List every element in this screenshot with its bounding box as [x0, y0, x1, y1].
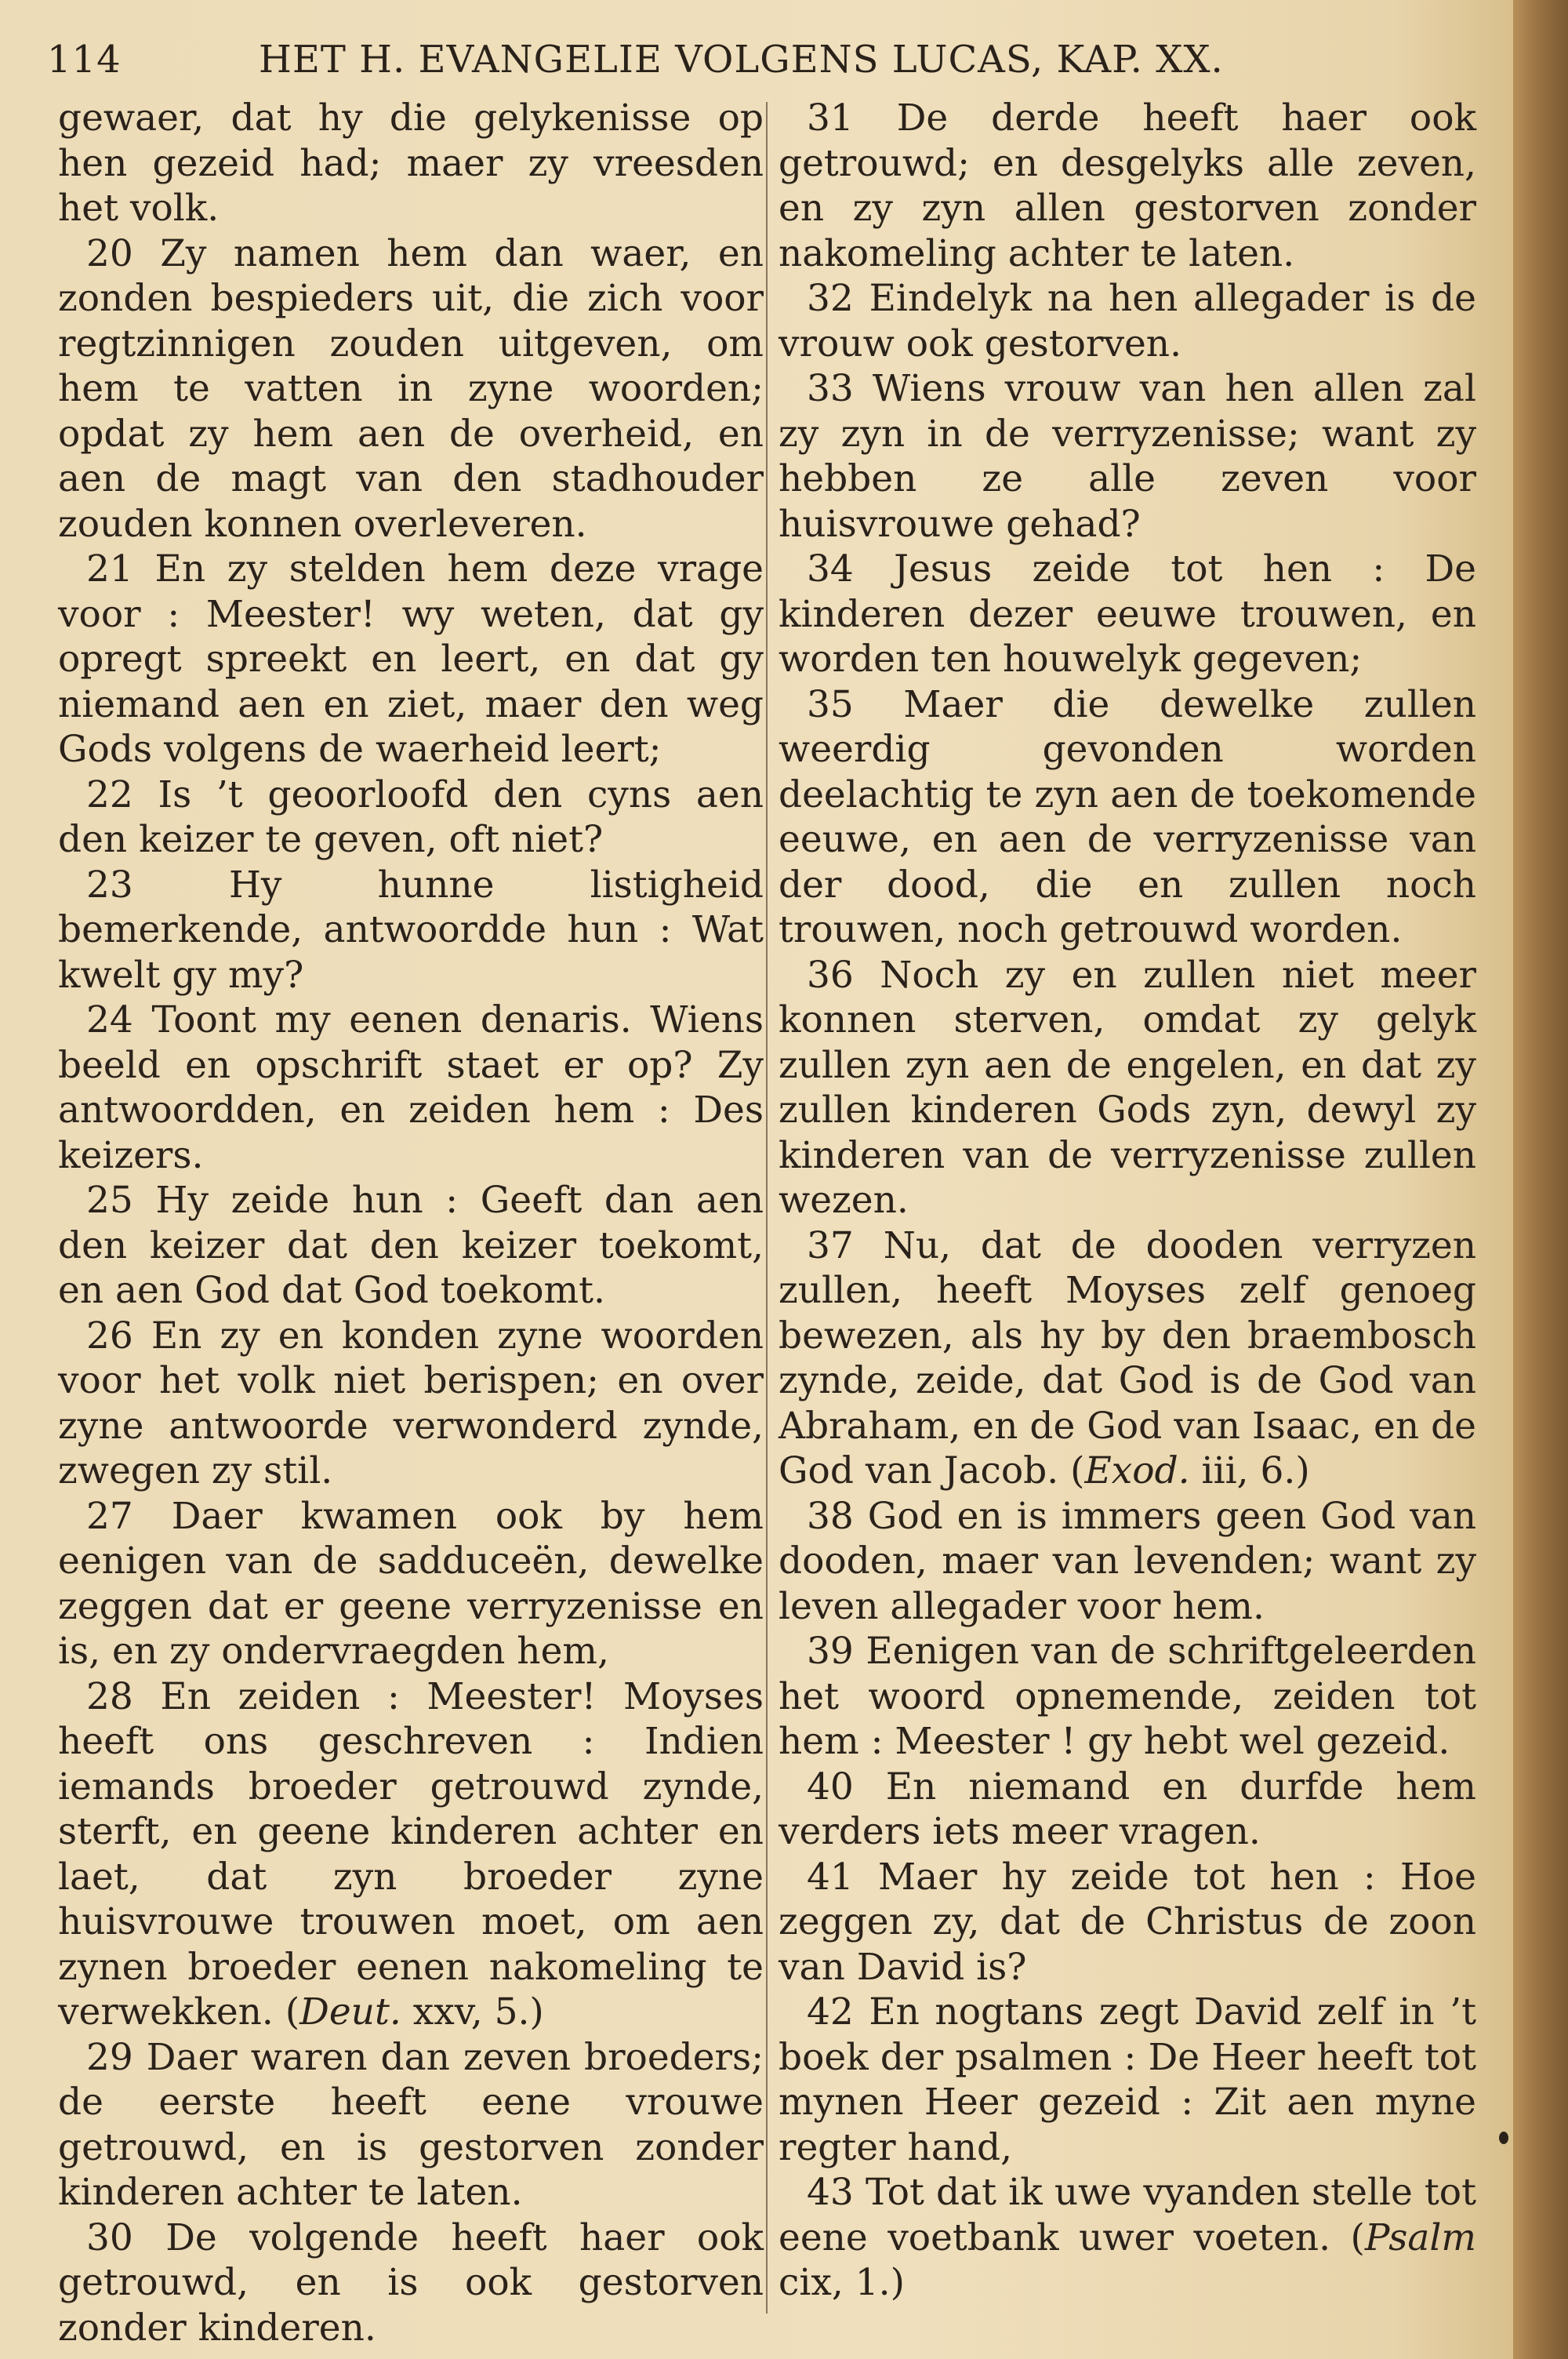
running-title: HET H. EVANGELIE VOLGENS LUCAS, KAP. XX.: [259, 38, 1224, 82]
verse-text: Toont my eenen denaris. Wiens beeld en opschrift staet er op? Zy antwoordden, en zeiden hem : Des keizers.: [58, 998, 764, 1177]
reference-book: Exod.: [1084, 1449, 1190, 1492]
reference-open: (: [285, 1990, 300, 2034]
verse-number: 26: [86, 1314, 133, 1358]
verse-text: Daer kwamen ook by hem eenigen van de sadduceën, dewelke zeggen dat er geene verryzenisse en is, en zy ondervraegden hem,: [58, 1494, 764, 1673]
verse: [58, 547, 764, 772]
verse-number: 38: [807, 1494, 854, 1538]
verse-text: Maer die dewelke zullen weerdig gevonden worden deelachtig te zyn aen de toekomende eeuwe, en aen de verryzenisse van der dood, die en zullen noch trouwen, noch getrouwd worden.: [779, 682, 1476, 951]
verse: [779, 2170, 1476, 2306]
verse-text: De derde heeft haer ook getrouwd; en desgelyks alle zeven, en zy zyn allen gestorven zonder nakomeling achter te laten.: [779, 96, 1476, 275]
verse: [58, 2215, 764, 2351]
verse: [779, 96, 1476, 276]
verse-text: God en is immers geen God van dooden, maer van levenden; want zy leven allegader voor hem.: [779, 1494, 1476, 1628]
verse: [58, 772, 764, 863]
verse-text: Wiens vrouw van hen allen zal zy zyn in de verryzenisse; want zy hebben ze alle zeven voor huisvrouwe gehad?: [779, 367, 1476, 546]
verse-text: Nu, dat de dooden verryzen zullen, heeft Moyses zelf genoeg bewezen, als hy by den braembosch zynde, zeide, dat God is de God van Abraham, en de God van Isaac, en de God van Jacob.: [779, 1223, 1476, 1492]
verse-number: 37: [807, 1223, 854, 1267]
verse: [58, 1674, 764, 2035]
verse-text: De volgende heeft haer ook getrouwd, en is ook gestorven zonder kinderen.: [58, 2215, 764, 2350]
reference-open: (: [1070, 1449, 1085, 1492]
reference-chapter-verse: iii, 6.): [1189, 1449, 1310, 1492]
verse: [58, 998, 764, 1178]
verse-number: 35: [807, 682, 854, 726]
verse-number: 41: [807, 1855, 854, 1899]
reference-chapter-verse: cix, 1.): [779, 2261, 905, 2304]
verse-text: gewaer, dat hy die gelykenisse op hen gezeid had; maer zy vreesden het volk.: [58, 96, 764, 230]
verse-text: Hy hunne listigheid bemerkende, antwoordde hun : Wat kwelt gy my?: [58, 863, 764, 997]
verse-number: 28: [86, 1674, 133, 1718]
column-divider: [766, 102, 768, 2314]
verse-text: En nogtans zegt David zelf in ’t boek der psalmen : De Heer heeft tot mynen Heer gezeid : Zit aen myne regter hand,: [779, 1990, 1476, 2169]
right-column: [779, 96, 1476, 2306]
verse: [58, 2035, 764, 2215]
verse-text: En zy en konden zyne woorden voor het volk niet berispen; en over zyne antwoorde verwonderd zynde, zwegen zy stil.: [58, 1314, 764, 1492]
verse-text: Is ’t geoorloofd den cyns aen den keizer te geven, oft niet?: [58, 772, 764, 861]
verse-number: 36: [807, 953, 854, 997]
verse: [58, 1494, 764, 1674]
verse-text: Maer hy zeide tot hen : Hoe zeggen zy, dat de Christus de zoon van David is?: [779, 1855, 1476, 1989]
verse: [58, 231, 764, 547]
verse-number: 30: [86, 2215, 133, 2259]
verse-text: Hy zeide hun : Geeft dan aen den keizer dat den keizer toekomt, en aen God dat God toekomt.: [58, 1179, 764, 1312]
verse-text: Eindelyk na hen allegader is de vrouw ook gestorven.: [779, 277, 1476, 365]
verse-number: 32: [807, 277, 854, 320]
verse-text: Daer waren dan zeven broeders; de eerste heeft eene vrouwe getrouwd, en is gestorven zonder kinderen achter te laten.: [58, 2035, 764, 2214]
verse: [779, 276, 1476, 366]
verse-number: 21: [86, 547, 133, 591]
verse: [779, 1629, 1476, 1765]
verse: [779, 1990, 1476, 2170]
left-column: [58, 96, 764, 2350]
verse-text: En zeiden : Meester! Moyses heeft ons geschreven : Indien iemands broeder getrouwd zynde, sterft, en geene kinderen achter en laet, dat zyn broeder zyne huisvrouwe trouwen moet, om aen zynen broeder eenen nakomeling te verwekken.: [58, 1674, 764, 2034]
verse: [779, 1223, 1476, 1494]
verse: [58, 96, 764, 231]
verse: [779, 1855, 1476, 1990]
verse-number: 20: [86, 231, 133, 275]
verse: [779, 366, 1476, 547]
verse-number: 42: [807, 1990, 854, 2034]
reference-chapter-verse: xxv, 5.): [401, 1990, 544, 2034]
verse-number: 40: [807, 1765, 854, 1808]
verse: [58, 863, 764, 998]
verse-number: 33: [807, 367, 854, 410]
reference-book: Psalm: [1364, 2215, 1476, 2259]
verse-text: Zy namen hem dan waer, en zonden bespieders uit, die zich voor regtzinnigen zouden uitgeven, om hem te vatten in zyne woorden; opdat zy hem aen de overheid, en aen de magt van den stadhouder zouden konnen overleveren.: [58, 231, 764, 546]
verse-text: En niemand en durfde hem verders iets meer vragen.: [779, 1765, 1476, 1853]
verse-text: Jesus zeide tot hen : De kinderen dezer eeuwe trouwen, en worden ten houwelyk gegeven;: [779, 547, 1476, 681]
verse-number: 22: [86, 772, 133, 816]
verse: [779, 1765, 1476, 1855]
verse-number: 31: [807, 96, 854, 140]
page-header: [47, 33, 1270, 88]
facing-page-edge: [1513, 0, 1568, 2359]
verse-number: 25: [86, 1179, 133, 1222]
verse: [779, 953, 1476, 1223]
verse: [779, 547, 1476, 682]
verse-number: 39: [807, 1630, 854, 1673]
verse-number: 43: [807, 2171, 854, 2214]
ink-mark: [1499, 2132, 1508, 2144]
verse: [779, 682, 1476, 953]
verse-number: 23: [86, 863, 133, 907]
reference-book: Deut.: [299, 1990, 401, 2034]
verse-text: Tot dat ik uwe vyanden stelle tot eene voetbank uwer voeten.: [779, 2171, 1476, 2259]
verse-number: 24: [86, 998, 133, 1041]
verse-text: En zy stelden hem deze vrage voor : Meester! wy weten, dat gy opregt spreekt en leert, en dat gy niemand aen en ziet, maer den weg Gods volgens de waerheid leert;: [58, 547, 764, 771]
verse-text: Eenigen van de schriftgeleerden het woord opnemende, zeiden tot hem : Meester ! gy hebt wel gezeid.: [779, 1630, 1476, 1763]
reference-open: (: [1350, 2215, 1365, 2259]
verse-number: 34: [807, 547, 854, 591]
verse-text: Noch zy en zullen niet meer konnen sterven, omdat zy gelyk zullen zyn aen de engelen, en dat zy zullen kinderen Gods zyn, dewyl zy kinderen van de verryzenisse zullen wezen.: [779, 953, 1476, 1222]
verse-number: 27: [86, 1494, 133, 1538]
verse: [779, 1494, 1476, 1630]
verse: [58, 1178, 764, 1314]
page-number: 114: [47, 38, 122, 82]
verse: [58, 1314, 764, 1494]
verse-number: 29: [86, 2035, 133, 2079]
